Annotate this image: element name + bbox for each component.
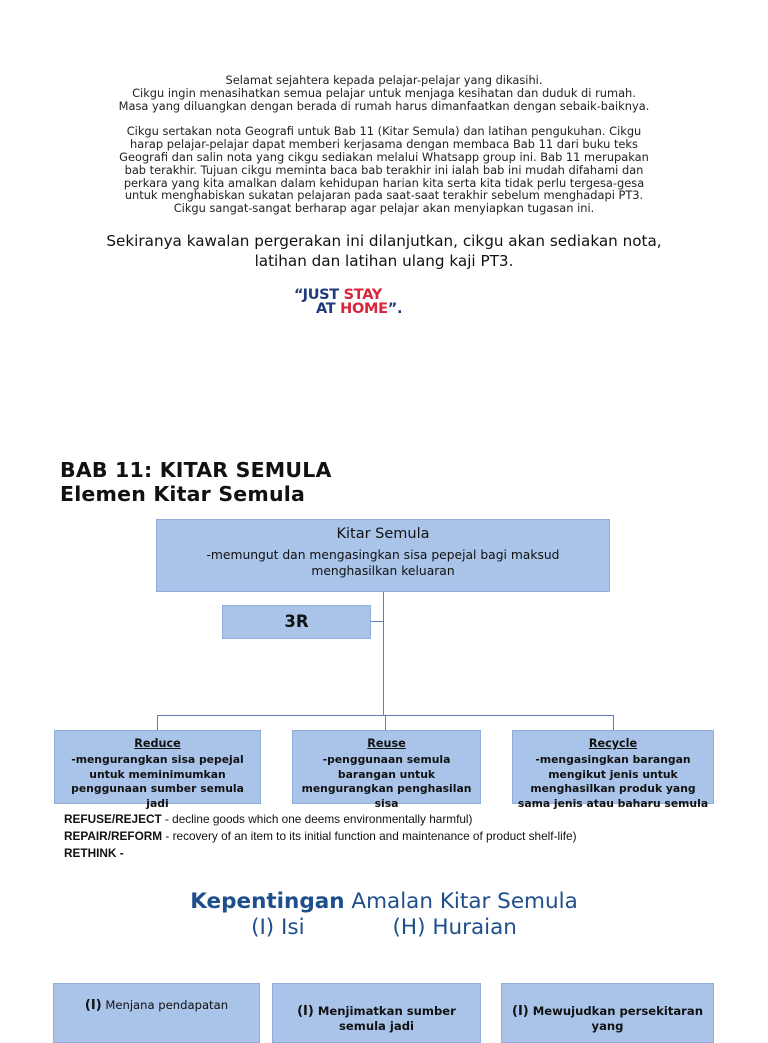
- chapter-subtitle: Elemen Kitar Semula: [60, 482, 306, 506]
- sub-isi: (I) Isi: [251, 915, 305, 940]
- reduce-description: -mengurangkan sisa pepejal untuk meminimumkan penggunaan sumber semula jadi: [71, 753, 244, 810]
- bottom-box-2: [272, 983, 481, 1043]
- bottom-box-label: (I): [297, 1004, 314, 1019]
- bottom-box-label: (I): [84, 998, 102, 1013]
- definition-term: RETHINK -: [64, 846, 124, 860]
- section-subheading: [80, 915, 688, 941]
- reduce-title: Reduce: [134, 737, 181, 750]
- connector-recycle: [613, 715, 614, 730]
- 3r-box: 3R: [222, 605, 371, 639]
- bottom-box-text: Mewujudkan persekitaran yang: [528, 1004, 703, 1033]
- kitar-semula-box: [156, 519, 610, 592]
- definition-text: - decline goods which one deems environmentally harmful): [161, 812, 473, 826]
- intro-message: [90, 74, 678, 228]
- kitar-semula-description: -memungut dan mengasingkan sisa pepejal bagi maksud menghasilkan keluaran: [206, 548, 560, 578]
- just-stay-at-home-logo: [294, 288, 424, 316]
- definition-term: REPAIR/REFORM: [64, 829, 163, 843]
- definition-refuse: [64, 811, 577, 828]
- reuse-title: Reuse: [367, 737, 406, 750]
- definitions-list: [64, 811, 577, 862]
- recycle-box: [512, 730, 714, 810]
- connector-3r: [371, 621, 383, 622]
- reuse-description: -penggunaan semula barangan untuk mengurangkan penghasilan sisa: [301, 753, 472, 810]
- recycle-title: Recycle: [588, 737, 638, 750]
- logo-quote-close: ”.: [387, 301, 403, 317]
- intro-paragraph-1: Selamat sejahtera kepada pelajar-pelajar yang dikasihi. Cikgu ingin menasihatkan semua pelajar untuk menjaga kesihatan dan duduk di rumah. Masa yang diluangkan dengan berada di rumah harus dimanfaatkan dengan sebaik-baiknya.: [118, 73, 650, 113]
- logo-quote-open: “: [294, 287, 303, 303]
- section-heading: [80, 889, 688, 915]
- logo-home: HOME: [340, 301, 388, 317]
- connector-reduce: [157, 715, 158, 730]
- recycle-description: -mengasingkan barangan mengikut jenis untuk menghasilkan produk yang sama jenis atau baharu semula: [517, 753, 709, 810]
- definition-repair: [64, 828, 577, 845]
- reduce-box: [54, 730, 261, 810]
- bottom-box-label: (I): [512, 1004, 529, 1019]
- kitar-semula-title: Kitar Semula: [336, 526, 430, 542]
- chapter-heading: [60, 458, 332, 506]
- logo-just: JUST: [302, 287, 339, 303]
- connector-reuse: [385, 715, 386, 730]
- connector-main-vertical: [383, 592, 384, 716]
- bottom-box-3: [501, 983, 714, 1043]
- bottom-box-text: Menjimatkan sumber semula jadi: [313, 1004, 456, 1033]
- intro-paragraph-2: Cikgu sertakan nota Geografi untuk Bab 11 (Kitar Semula) dan latihan pengukuhan. Cikgu harap pelajar-pelajar dapat memberi kerjasama dengan membaca Bab 11 dari buku teks Geografi dan salin nota yang cikgu sediakan melalui Whatsapp group ini. Bab 11 merupakan bab terakhir. Tujuan cikgu meminta baca bab terakhir ini ialah bab ini mudah difahami dan perkara yang kita amalkan dalam kehidupan harian kita serta kita tidak perlu tergesa-gesa untuk menghabiskan sukatan pelajaran pada saat-saat terakhir sebelum menghadapi PT3. Cikgu sangat-sangat berharap agar pelajar akan menyiapkan tugasan ini.: [119, 124, 649, 216]
- definition-term: REFUSE/REJECT: [64, 812, 162, 826]
- definition-text: - recovery of an item to its initial function and maintenance of product shelf-life): [162, 829, 577, 843]
- reuse-box: [292, 730, 481, 810]
- bottom-box-text: Menjana pendapatan: [101, 998, 229, 1012]
- section-heading-bold: Kepentingan: [190, 889, 345, 914]
- definition-rethink: [64, 845, 577, 862]
- sub-huraian: (H) Huraian: [392, 915, 517, 940]
- chapter-title: BAB 11: KITAR SEMULA: [60, 458, 332, 482]
- logo-stay: STAY: [343, 287, 382, 303]
- bottom-box-1: [53, 983, 260, 1043]
- extension-notice: Sekiranya kawalan pergerakan ini dilanjutkan, cikgu akan sediakan nota, latihan dan latihan ulang kaji PT3.: [106, 232, 662, 270]
- logo-at: AT: [316, 301, 336, 317]
- section-heading-rest: Amalan Kitar Semula: [344, 889, 578, 914]
